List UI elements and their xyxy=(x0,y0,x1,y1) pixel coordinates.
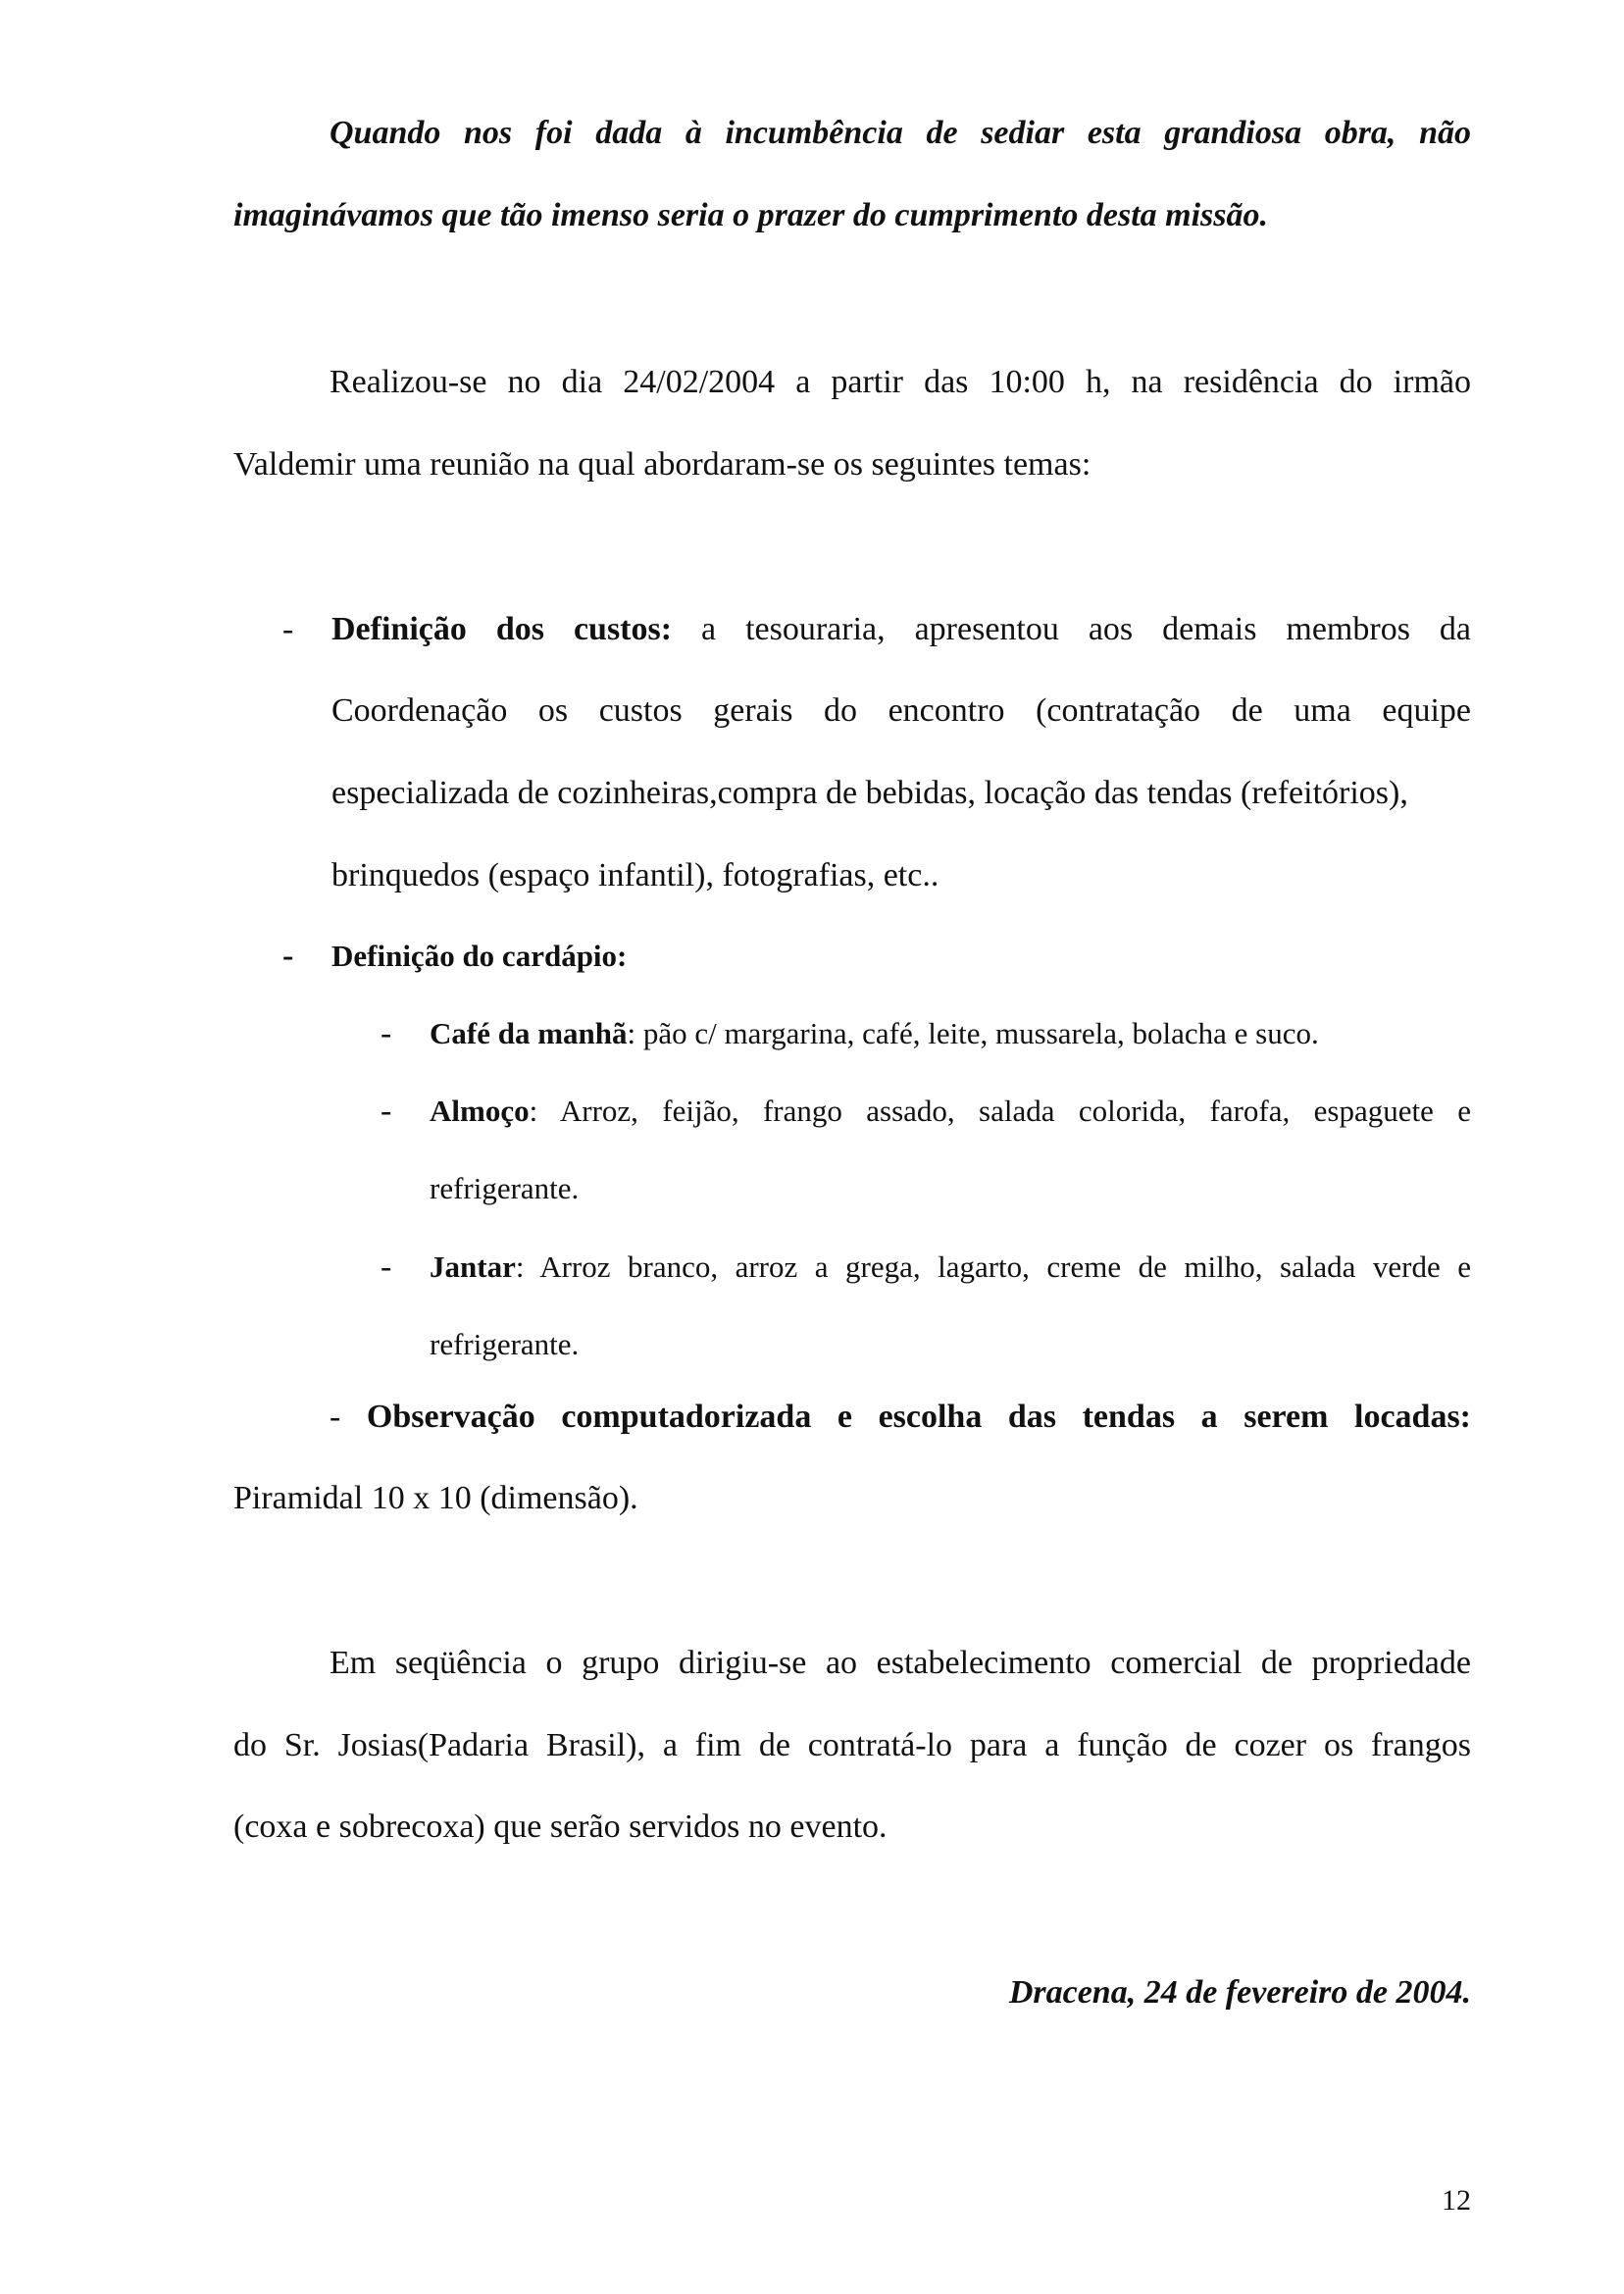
sequence-line-2: do Sr. Josias(Padaria Brasil), a fim de contratá-lo para a função de cozer os frangos xyxy=(233,1727,1471,1763)
dinner-text: : Arroz branco, arroz a grega, lagarto, creme de milho, salada verde e xyxy=(515,1249,1471,1284)
costs-line-1 xyxy=(331,610,1471,649)
observation-prefix: - xyxy=(330,1399,367,1435)
observation-line-1 xyxy=(330,1398,1471,1437)
sequence-line-3: (coxa e sobrecoxa) que serão servidos no evento. xyxy=(233,1809,888,1845)
menu-label: Definição do cardápio: xyxy=(331,939,628,973)
lunch-dash: - xyxy=(381,1093,392,1129)
costs-label: Definição dos custos: xyxy=(331,611,673,647)
costs-dash: - xyxy=(282,611,294,647)
lunch-continuation: refrigerante. xyxy=(430,1171,580,1205)
sequence-line-1: Em seqüência o grupo dirigiu-se ao estabelecimento comercial de propriedade xyxy=(330,1645,1471,1681)
lunch-text: : Arroz, feijão, frango assado, salada colorida, farofa, espaguete e xyxy=(529,1094,1471,1128)
intro-line-1: Quando nos foi dada à incumbência de sediar esta grandiosa obra, não xyxy=(330,115,1471,151)
breakfast-label: Café da manhã xyxy=(430,1016,628,1050)
signature-date: Dracena, 24 de fevereiro de 2004. xyxy=(1008,1974,1471,2011)
page-number: 12 xyxy=(1442,2184,1471,2217)
costs-line-4: brinquedos (espaço infantil), fotografias, etc.. xyxy=(331,857,939,893)
meeting-line-1: Realizou-se no dia 24/02/2004 a partir das 10:00 h, na residência do irmão xyxy=(330,364,1471,400)
meeting-line-2: Valdemir uma reunião na qual abordaram-se os seguintes temas: xyxy=(233,446,1091,483)
costs-line-3: especializada de cozinheiras,compra de bebidas, locação das tendas (refeitórios), xyxy=(331,775,1408,811)
costs-line-1-text: a tesouraria, apresentou aos demais membros da xyxy=(672,611,1471,647)
dinner-label: Jantar xyxy=(430,1249,516,1284)
intro-line-2: imaginávamos que tão imenso seria o prazer do cumprimento desta missão. xyxy=(233,197,1269,233)
breakfast-text: : pão c/ margarina, café, leite, mussarela, bolacha e suco. xyxy=(627,1016,1319,1050)
menu-dash: - xyxy=(282,938,294,974)
breakfast-item xyxy=(430,1014,1319,1053)
breakfast-dash: - xyxy=(381,1015,392,1051)
observation-label: Observação computadorizada e escolha das tendas a serem locadas: xyxy=(366,1399,1471,1435)
lunch-label: Almoço xyxy=(430,1094,530,1128)
lunch-item xyxy=(430,1092,1471,1131)
costs-line-2: Coordenação os custos gerais do encontro (contratação de uma equipe xyxy=(331,692,1471,729)
dinner-dash: - xyxy=(381,1249,392,1285)
dinner-continuation: refrigerante. xyxy=(430,1327,580,1361)
dinner-item xyxy=(430,1248,1471,1287)
observation-line-2: Piramidal 10 x 10 (dimensão). xyxy=(233,1480,638,1516)
